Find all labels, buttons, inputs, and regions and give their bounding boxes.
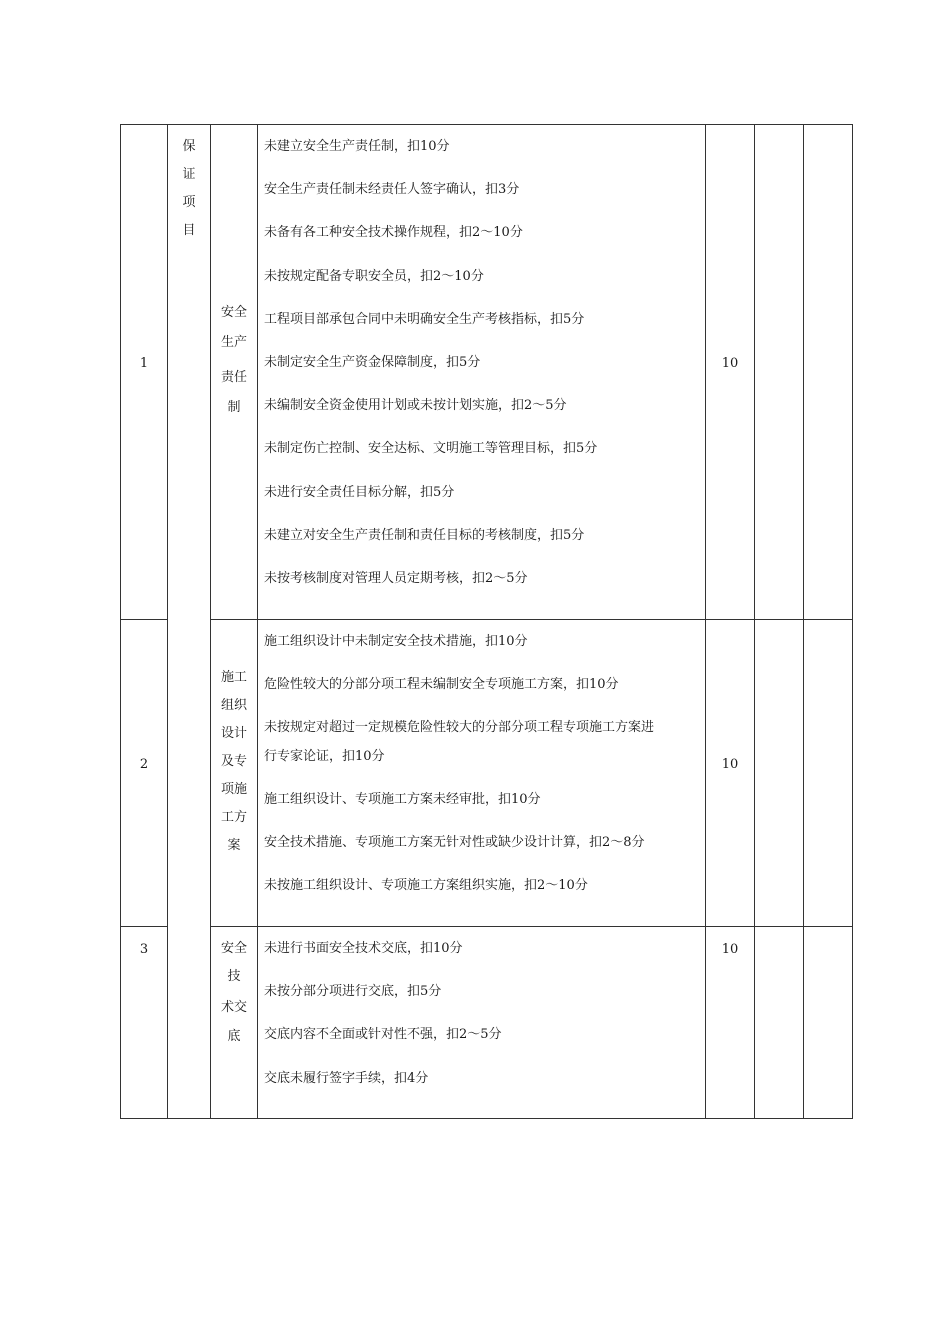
row-divider (210, 926, 853, 927)
deduction-item: 交底内容不全面或针对性不强，扣2～5分 (264, 1027, 502, 1042)
category-char: 证 (182, 167, 196, 182)
item-name-line: 责任 (220, 370, 247, 385)
deduction-item: 行专家论证，扣10分 (264, 749, 385, 764)
item-name-line: 案 (227, 838, 241, 853)
table-border-top (120, 124, 853, 125)
item-name-line: 底 (227, 1029, 241, 1044)
deduction-item: 未进行安全责任目标分解，扣5分 (264, 485, 455, 500)
item-name-line: 施工 (220, 670, 247, 685)
item-name-line: 制 (227, 400, 241, 415)
score-cell: 10 (721, 942, 739, 957)
deduction-item: 施工组织设计中未制定安全技术措施，扣10分 (264, 634, 528, 649)
deduction-item: 未建立安全生产责任制，扣10分 (264, 139, 450, 154)
deduction-item: 未按规定对超过一定规模危险性较大的分部分项工程专项施工方案进 (264, 720, 655, 735)
column-divider (754, 124, 755, 1119)
item-name-line: 生产 (220, 335, 247, 350)
row-divider (120, 619, 168, 620)
column-divider (257, 124, 258, 1119)
row-divider (120, 926, 168, 927)
deduction-item: 未进行书面安全技术交底，扣10分 (264, 941, 463, 956)
deduction-item: 未按规定配备专职安全员，扣2～10分 (264, 269, 484, 284)
table-border-bottom (120, 1118, 853, 1119)
column-divider (803, 124, 804, 1119)
item-name-line: 及专 (220, 754, 247, 769)
item-name-line: 工方 (220, 810, 247, 825)
deduction-item: 危险性较大的分部分项工程未编制安全专项施工方案，扣10分 (264, 677, 619, 692)
deduction-item: 安全技术措施、专项施工方案无针对性或缺少设计计算，扣2～8分 (264, 835, 645, 850)
item-name-cell (211, 935, 257, 1049)
column-divider (120, 124, 121, 1119)
category-cell (168, 133, 210, 245)
row-index: 2 (139, 757, 149, 772)
column-divider (167, 124, 168, 1119)
column-divider (705, 124, 706, 1119)
deduction-item: 未备有各工种安全技术操作规程，扣2～10分 (264, 225, 523, 240)
item-name-line: 技 (227, 969, 241, 984)
deduction-item: 安全生产责任制未经责任人签字确认，扣3分 (264, 182, 520, 197)
deduction-item: 未编制安全资金使用计划或未按计划实施，扣2～5分 (264, 398, 567, 413)
item-name-line: 安全 (220, 305, 247, 320)
score-cell: 10 (721, 757, 739, 772)
category-char: 保 (182, 139, 196, 154)
deduction-item: 未建立对安全生产责任制和责任目标的考核制度，扣5分 (264, 528, 585, 543)
deduction-item: 施工组织设计、专项施工方案未经审批，扣10分 (264, 792, 541, 807)
item-name-line: 项施 (220, 782, 247, 797)
deduction-item: 工程项目部承包合同中未明确安全生产考核指标，扣5分 (264, 312, 585, 327)
deduction-item: 未制定安全生产资金保障制度，扣5分 (264, 355, 481, 370)
row-index: 1 (139, 356, 149, 371)
deduction-item: 交底未履行签字手续，扣4分 (264, 1071, 429, 1086)
item-name-cell (211, 298, 257, 418)
item-name-line: 术交 (220, 1000, 247, 1015)
deduction-item: 未制定伤亡控制、安全达标、文明施工等管理目标，扣5分 (264, 441, 598, 456)
item-name-line: 安全 (220, 941, 247, 956)
score-cell: 10 (721, 356, 739, 371)
deduction-item: 未按分部分项进行交底，扣5分 (264, 984, 442, 999)
item-name-cell (211, 664, 257, 860)
row-index: 3 (139, 942, 149, 957)
item-name-line: 设计 (220, 726, 247, 741)
deduction-item: 未按施工组织设计、专项施工方案组织实施，扣2～10分 (264, 878, 588, 893)
table-border-right (852, 124, 853, 1119)
row-divider (210, 619, 853, 620)
item-name-line: 组织 (220, 698, 247, 713)
category-char: 项 (182, 195, 196, 210)
category-char: 目 (182, 223, 196, 238)
deduction-item: 未按考核制度对管理人员定期考核，扣2～5分 (264, 571, 528, 586)
